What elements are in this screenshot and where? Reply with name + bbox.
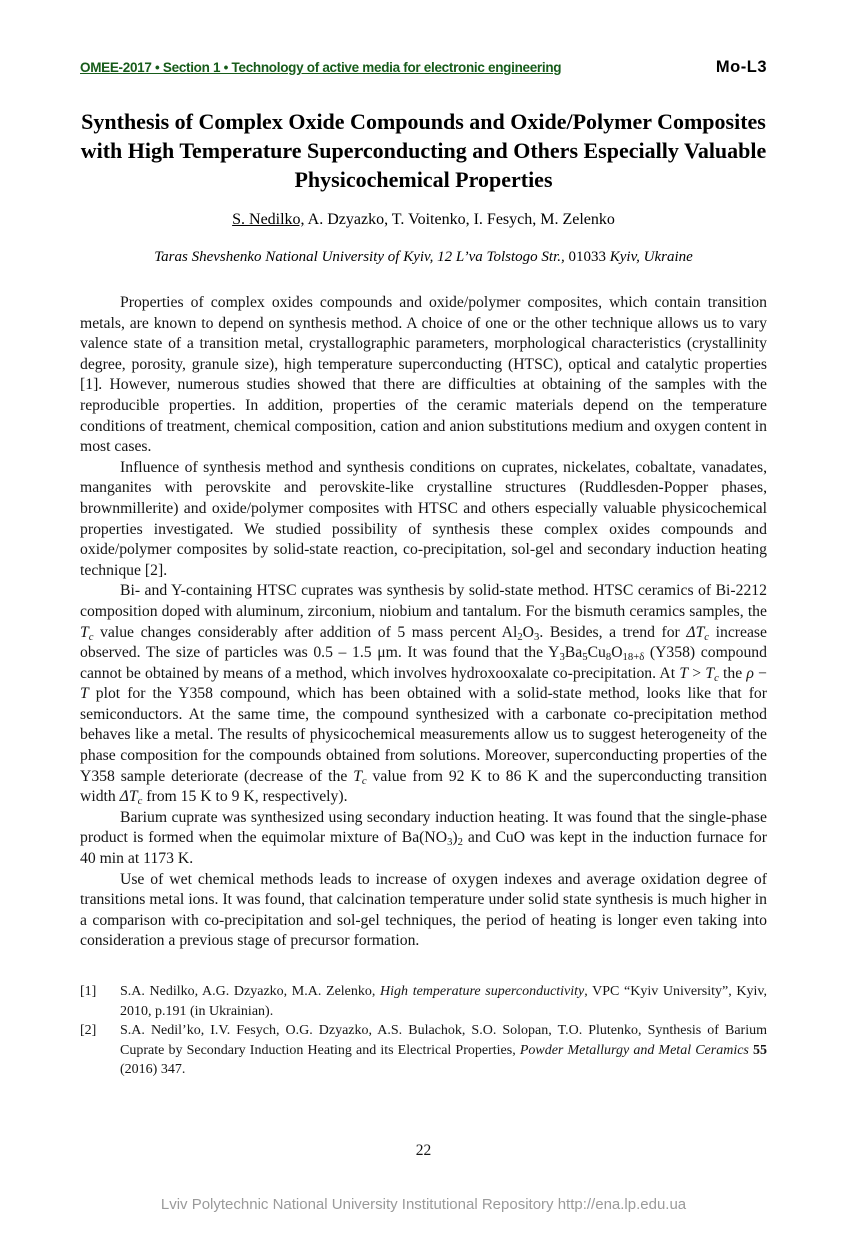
reference-text: S.A. Nedil’ko, I.V. Fesych, O.G. Dzyazko, A.S. Bulachok, S.O. Solopan, T.O. Plutenko, Synthesis of Barium Cuprate by Secondary Induction Heating and its Electrical Properties, Powder Metallurgy and Metal Ceramics 55 (2016) 347. — [120, 1023, 768, 1077]
paper-title: Synthesis of Complex Oxide Compounds and Oxide/Polymer Composites with High Temperature Superconducting and Others Especially Valuable Physicochemical Properties — [80, 109, 767, 192]
abstract-paragraph: Influence of synthesis method and synthesis conditions on cuprates, nickelates, cobaltate, vanadates, manganites with perovskite and perovskite-like crystalline structures (Ruddlesden-Popper phases, brownmillerite) and oxide/polymer composites with HTSC and others especially valuable physicochemical properties investigated. We studied possibility of synthesis these complex oxides compounds and oxide/polymer composites by solid-state reaction, co-precipitation, sol-gel and secondary induction heating technique [2]. — [80, 458, 767, 579]
abstract-body — [80, 293, 767, 952]
repository-footer: Lviv Polytechnic National University Institutional Repository http://ena.lp.edu.ua — [160, 1196, 687, 1213]
reference-number: [1] — [80, 984, 97, 999]
abstract-paragraph: Barium cuprate was synthesized using secondary induction heating. It was found that the single-phase product is formed when the equimolar mixture of Ba(NO3)2 and CuO was kept in the induction furnace for 40 min at 1173 K. — [80, 808, 767, 868]
page-header — [80, 0, 767, 77]
reference-text: S.A. Nedilko, A.G. Dzyazko, M.A. Zelenko, High temperature superconductivity, VPC “Kyiv University”, Kyiv, 2010, p.191 (in Ukrainian). — [120, 984, 767, 1019]
reference-item — [80, 982, 767, 1021]
page-number: 22 — [415, 1142, 432, 1159]
paper-code: Mo-L3 — [715, 58, 767, 76]
reference-number: [2] — [80, 1023, 97, 1038]
reference-item — [80, 1021, 767, 1080]
authors-line: S. Nedilko, A. Dzyazko, T. Voitenko, I. Fesych, M. Zelenko — [232, 211, 615, 228]
affiliation-line: Taras Shevshenko National University of Kyiv, 12 L’va Tolstogo Str., 01033 Kyiv, Ukraine — [154, 249, 693, 265]
references-list — [80, 982, 767, 1080]
abstract-paragraph: Use of wet chemical methods leads to increase of oxygen indexes and average oxidation degree of transitions metal ions. It was found, that calcination temperature under solid state synthesis is much higher in a comparison with co-precipitation and sol-gel techniques, the period of heating is longer even taking into consideration a previous stage of precursor formation. — [80, 870, 767, 950]
abstract-paragraph: Bi- and Y-containing HTSC cuprates was synthesis by solid-state method. HTSC ceramics of Bi-2212 composition doped with aluminum, zirconium, niobium and tantalum. For the bismuth ceramics samples, the Tc value changes considerably after addition of 5 mass percent Al2O3. Besides, a trend for ΔTc increase observed. The size of particles was 0.5 – 1.5 μm. It was found that the Y3Ba5Cu8O18+δ (Y358) compound cannot be obtained by means of a method, which involves hydroxooxalate co-precipitation. At T > Tc the ρ − T plot for the Y358 compound, which has been obtained with a solid-state method, looks like that for semiconductors. At the same time, the compound synthesized with a carbonate co-precipitation method behaves like a metal. The results of physicochemical measurements allow us to suggest heterogeneity of the phase composition for the compounds obtained from solutions. Moreover, superconducting properties of the Y358 sample deteriorate (decrease of the Tc value from 92 K to 86 K and the superconducting transition width ΔTc from 15 K to 9 K, respectively). — [80, 582, 767, 808]
conference-section-header: OMEE-2017 • Section 1 • Technology of active media for electronic engineering — [80, 60, 562, 75]
abstract-paragraph: Properties of complex oxides compounds and oxide/polymer composites, which contain transition metals, are known to depend on synthesis method. A choice of one or the other technique allows us to vary valence state of a transition metal, crystallographic parameters, morphological characteristics (crystallinity degree, porosity, granule size), high temperature superconducting (HTSC), optical and catalytic properties [1]. However, numerous studies showed that there are difficulties at obtaining of the samples with the reproducible properties. In addition, properties of the ceramic materials depend on the temperature conditions of treatment, chemical composition, cation and anion substitutions medium and oxygen content in most cases. — [80, 294, 767, 456]
